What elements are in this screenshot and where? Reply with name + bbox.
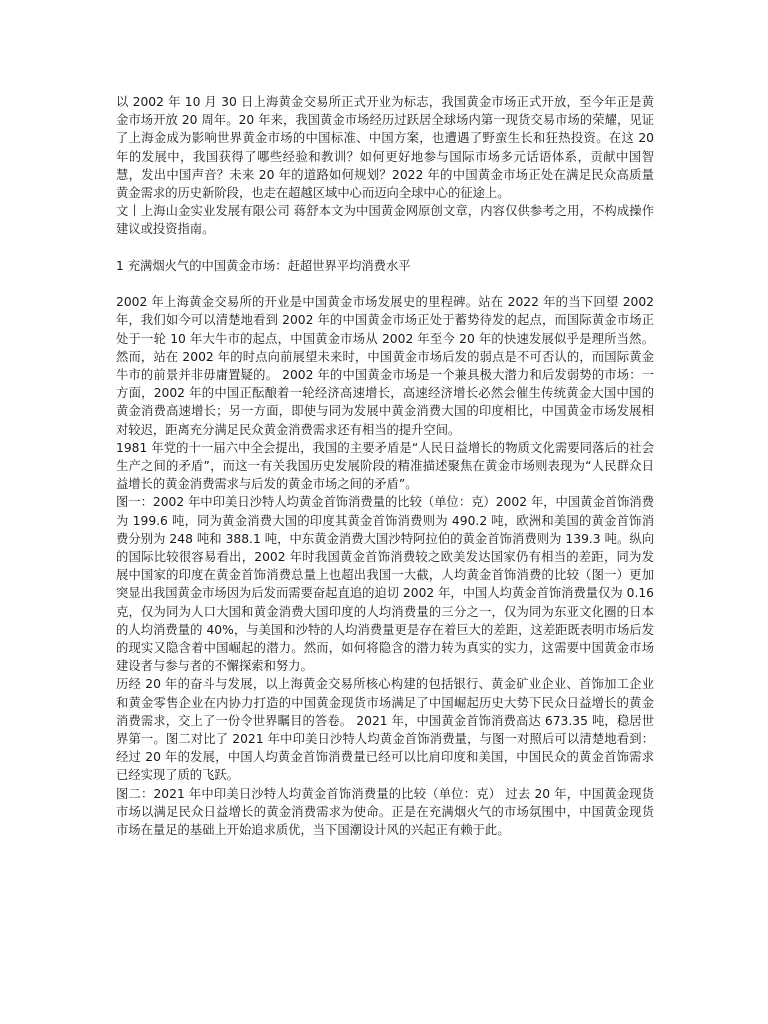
body-paragraph-4: 历经 20 年的奋斗与发展，以上海黄金交易所核心构建的包括银行、黄金矿业企业、首饰加工企业和黄金零售企业在内协力打造的中国黄金现货市场满足了中国崛起历史大势下民众日益增长的黄金消费需求，交上了一份令世界瞩目的答卷。 2021 年，中国黄金首饰消费高达 673.35 吨，稳居世界第一。图二对比了 2021 年中印美日沙特人均黄金首饰消费量，与图一对照后可以清楚地看到：经过 20 年的发展，中国人均黄金首饰消费量已经可以比肩印度和美国，中国民众的黄金首饰需求已经实现了质的飞跃。	[116, 677, 654, 783]
spacer	[116, 275, 654, 293]
body-paragraph-2: 1981 年党的十一届六中全会提出，我国的主要矛盾是“人民日益增长的物质文化需要同落后的社会生产之间的矛盾”，而这一有关我国历史发展阶段的精准描述聚焦在黄金市场则表现为“人民群众日益增长的黄金消费需求与后发的黄金市场之间的矛盾”。	[116, 440, 654, 492]
body-paragraph-5: 图二：2021 年中印美日沙特人均黄金首饰消费量的比较（单位：克） 过去 20 年，中国黄金现货市场以满足民众日益增长的黄金消费需求为使命。正是在充满烟火气的市场氛围中，中国黄金现货市场在量足的基础上开始追求质优，当下国潮设计风的兴起正有赖于此。	[116, 786, 654, 838]
article-body	[116, 93, 654, 839]
intro-paragraph: 以 2002 年 10 月 30 日上海黄金交易所正式开业为标志，我国黄金市场正式开放，至今年正是黄金市场开放 20 周年。20 年来，我国黄金市场经历过跃居全球场内第一现货交易市场的荣耀，见证了上海金成为影响世界黄金市场的中国标准、中国方案，也遭遇了野蛮生长和狂热投资。在这 20 年的发展中，我国获得了哪些经验和教训？如何更好地参与国际市场多元话语体系，贡献中国智慧，发出中国声音？未来 20 年的道路如何规划？2022 年的中国黄金市场正处在满足民众高质量黄金需求的历史新阶段，也走在超越区域中心而迈向全球中心的征途上。	[116, 95, 654, 201]
body-paragraph-1: 2002 年上海黄金交易所的开业是中国黄金市场发展史的里程碑。站在 2022 年的当下回望 2002 年，我们如今可以清楚地看到 2002 年的中国黄金市场正处于蓄势待发的起点，而国际黄金市场正处于一轮 10 年大牛市的起点，中国黄金市场从 2002 年至今 20 年的快速发展似乎是理所当然。然而，站在 2002 年的时点向前展望未来时，中国黄金市场后发的弱点是不可否认的，而国际黄金牛市的前景并非毋庸置疑的。 2002 年的中国黄金市场是一个兼具极大潜力和后发弱势的市场：一方面，2002 年的中国正酝酿着一轮经济高速增长，高速经济增长必然会催生传统黄金大国中国的黄金消费高速增长；另一方面，即使与同为发展中黄金消费大国的印度相比，中国黄金市场发展相对较迟，距离充分满足民众黄金消费需求还有相当的提升空间。	[116, 295, 654, 437]
spacer	[116, 239, 654, 257]
body-paragraph-3: 图一：2002 年中印美日沙特人均黄金首饰消费量的比较（单位：克）2002 年，中国黄金首饰消费为 199.6 吨，同为黄金消费大国的印度其黄金首饰消费则为 490.2 吨，欧洲和美国的黄金首饰消费分别为 248 吨和 388.1 吨，中东黄金消费大国沙特阿拉伯的黄金首饰消费则为 139.3 吨。纵向的国际比较很容易看出，2002 年时我国黄金首饰消费较之欧美发达国家仍有相当的差距，同为发展中国家的印度在黄金首饰消费总量上也超出我国一大截，人均黄金首饰消费的比较（图一）更加突显出我国黄金市场因为后发而需要奋起直追的迫切 2002 年，中国人均黄金首饰消费量仅为 0.16 克，仅为同为人口大国和黄金消费大国印度的人均消费量的三分之一，仅为同为东亚文化圈的日本的人均消费量的 40%，与美国和沙特的人均消费量更是存在着巨大的差距，这差距既表明市场后发的现实又隐含着中国崛起的潜力。然而，如何将隐含的潜力转为真实的实力，这需要中国黄金市场建设者与参与者的不懈探索和努力。	[116, 495, 654, 674]
byline: 文丨上海山金实业发展有限公司 蒋舒本文为中国黄金网原创文章，内容仅供参考之用，不构成操作建议或投资指南。	[116, 204, 654, 237]
section-heading: 1 充满烟火气的中国黄金市场：赶超世界平均消费水平	[116, 258, 411, 273]
